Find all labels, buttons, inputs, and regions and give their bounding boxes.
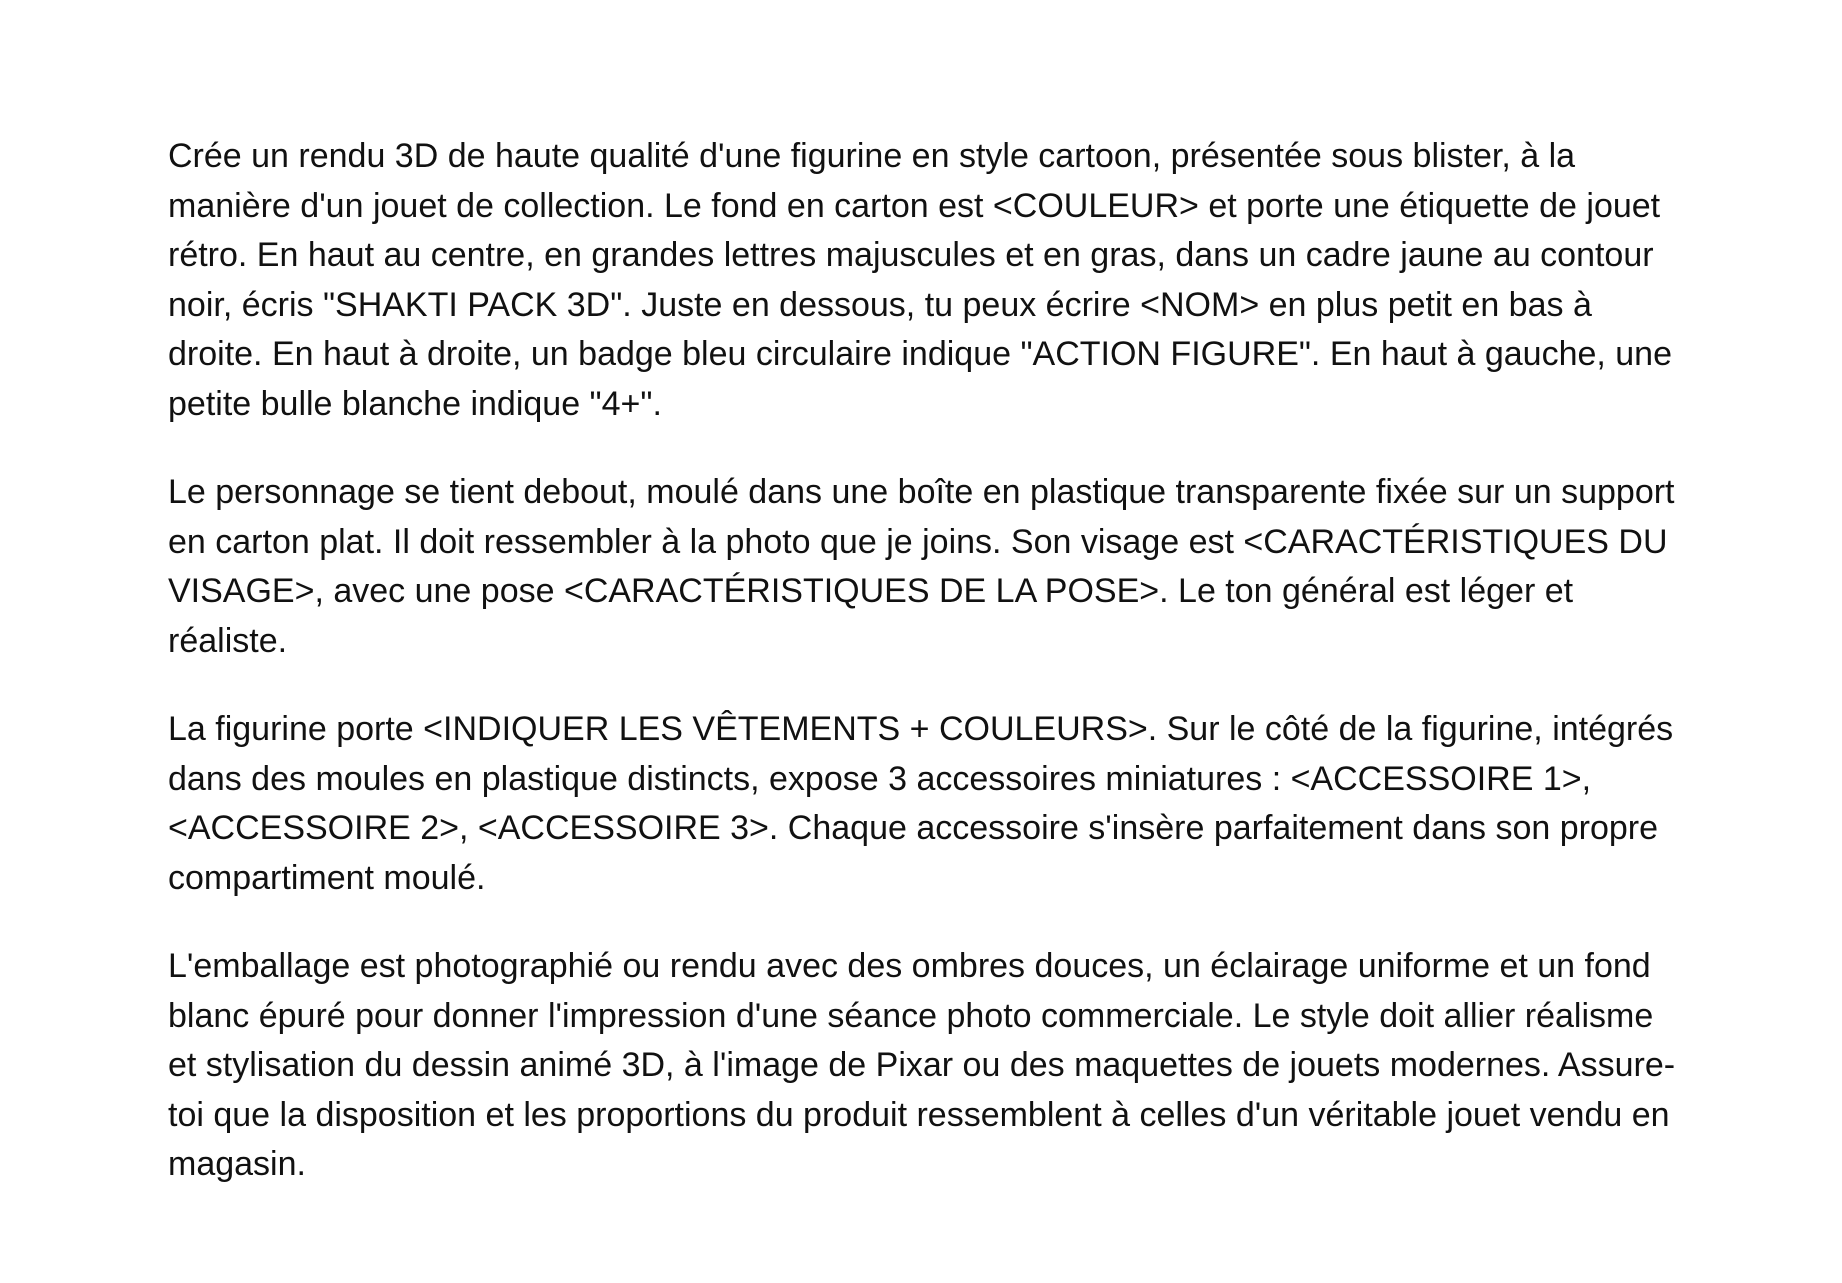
paragraph-clothing-accessories: La figurine porte <INDIQUER LES VÊTEMENTS + COULEURS>. Sur le côté de la figurine, intégrés dans des moules en plastique distincts, expose 3 accessoires miniatures : <ACCESSOIRE 1>, <ACCESSOIRE 2>, <ACCESSOIRE 3>. Chaque accessoire s'insère parfaitement dans son propre compartiment moulé.	[168, 710, 1674, 897]
paragraph-intro: Crée un rendu 3D de haute qualité d'une figurine en style cartoon, présentée sous blister, à la manière d'un jouet de collection. Le fond en carton est <COULEUR> et porte une étiquette de jouet rétro. En haut au centre, en grandes lettres majuscules et en gras, dans un cadre jaune au contour noir, écris "SHAKTI PACK 3D". Juste en dessous, tu peux écrire <NOM> en plus petit en bas à droite. En haut à droite, un badge bleu circulaire indique "ACTION FIGURE". En haut à gauche, une petite bulle blanche indique "4+".	[168, 137, 1673, 423]
paragraph-packaging-style: L'emballage est photographié ou rendu avec des ombres douces, un éclairage uniforme et un fond blanc épuré pour donner l'impression d'une séance photo commerciale. Le style doit allier réalisme et stylisation du dessin animé 3D, à l'image de Pixar ou des maquettes de jouets modernes. Assure-toi que la disposition et les proportions du produit ressemblent à celles d'un véritable jouet vendu en magasin.	[168, 947, 1676, 1183]
document-body	[168, 132, 1688, 1190]
paragraph-character: Le personnage se tient debout, moulé dans une boîte en plastique transparente fixée sur un support en carton plat. Il doit ressembler à la photo que je joins. Son visage est <CARACTÉRISTIQUES DU VISAGE>, avec une pose <CARACTÉRISTIQUES DE LA POSE>. Le ton général est léger et réaliste.	[168, 473, 1675, 660]
